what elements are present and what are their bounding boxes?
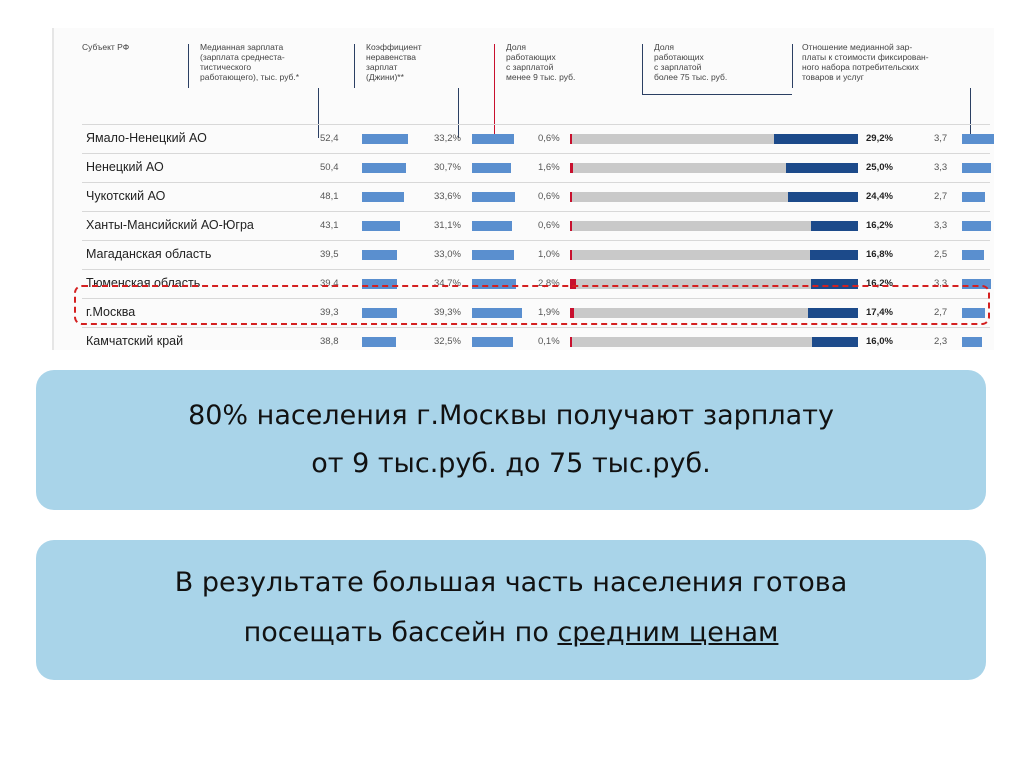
header-rule bbox=[642, 94, 792, 95]
ratio-value: 2,7 bbox=[934, 191, 948, 202]
callout-line bbox=[36, 608, 986, 658]
ratio-bar bbox=[962, 134, 994, 144]
median-salary-bar bbox=[362, 192, 404, 202]
ratio-value: 3,7 bbox=[934, 133, 948, 144]
gini-bar bbox=[472, 221, 512, 231]
table-row bbox=[82, 124, 990, 153]
header-median-salary: Медианная зарплата (зарплата среднеста- тистического работающего), тыс. руб.* bbox=[200, 42, 300, 82]
ratio-bar bbox=[962, 221, 991, 231]
gini-bar bbox=[472, 337, 513, 347]
share-above-75-value: 16,2% bbox=[866, 278, 893, 289]
share-above-75-value: 16,8% bbox=[866, 249, 893, 260]
header-rule bbox=[494, 44, 495, 88]
header-ratio-basket: Отношение медианной зар- платы к стоимости фиксирован- ного набора потребительских товаров и услуг bbox=[802, 42, 929, 82]
ratio-value: 3,3 bbox=[934, 278, 948, 289]
callout-line: 80% населения г.Москвы получают зарплату bbox=[188, 400, 834, 431]
gini-value: 33,6% bbox=[434, 191, 461, 202]
region-name: Ямало-Ненецкий АО bbox=[86, 131, 207, 145]
share-below-9-bar bbox=[570, 250, 572, 260]
share-below-9-value: 2,8% bbox=[538, 278, 560, 289]
region-name: Ненецкий АО bbox=[86, 160, 164, 174]
median-salary-value: 52,4 bbox=[320, 133, 339, 144]
header-share-above-75: Доля работающих с зарплатой более 75 тыс. руб. bbox=[654, 42, 728, 82]
share-above-75-bar bbox=[774, 134, 858, 144]
gini-bar bbox=[472, 134, 514, 144]
header-share-below-9: Доля работающих с зарплатой менее 9 тыс. руб. bbox=[506, 42, 576, 82]
share-below-9-value: 1,9% bbox=[538, 307, 560, 318]
gini-value: 32,5% bbox=[434, 336, 461, 347]
share-below-9-bar bbox=[570, 192, 572, 202]
median-salary-value: 39,5 bbox=[320, 249, 339, 260]
callout-line: от 9 тыс.руб. до 75 тыс.руб. bbox=[311, 448, 711, 479]
region-name: Тюменская область bbox=[86, 276, 201, 290]
share-above-75-bar bbox=[812, 337, 858, 347]
median-salary-value: 50,4 bbox=[320, 162, 339, 173]
median-salary-bar bbox=[362, 221, 400, 231]
share-above-75-value: 16,2% bbox=[866, 220, 893, 231]
share-above-75-value: 29,2% bbox=[866, 133, 893, 144]
moscow-row-highlight bbox=[74, 285, 990, 325]
ratio-bar bbox=[962, 250, 984, 260]
ratio-value: 2,5 bbox=[934, 249, 948, 260]
share-below-9-value: 1,0% bbox=[538, 249, 560, 260]
median-salary-value: 39,4 bbox=[320, 278, 339, 289]
ratio-bar bbox=[962, 337, 982, 347]
median-salary-value: 39,3 bbox=[320, 307, 339, 318]
share-below-9-value: 0,6% bbox=[538, 220, 560, 231]
table-row bbox=[82, 327, 990, 356]
callout-conclusion bbox=[36, 540, 986, 680]
region-name: Ханты-Мансийский АО-Югра bbox=[86, 218, 254, 232]
header-rule bbox=[642, 44, 643, 94]
header-rule bbox=[188, 44, 189, 88]
share-above-75-value: 16,0% bbox=[866, 336, 893, 347]
header-region: Субъект РФ bbox=[82, 42, 130, 52]
gini-bar bbox=[472, 163, 511, 173]
gini-value: 30,7% bbox=[434, 162, 461, 173]
callout-salary-range bbox=[36, 370, 986, 510]
median-salary-value: 48,1 bbox=[320, 191, 339, 202]
ratio-bar bbox=[962, 163, 991, 173]
gini-value: 31,1% bbox=[434, 220, 461, 231]
callout-text: посещать бассейн по bbox=[243, 617, 558, 648]
gini-value: 34,7% bbox=[434, 278, 461, 289]
region-name: Камчатский край bbox=[86, 334, 184, 348]
share-below-9-bar bbox=[570, 163, 573, 173]
share-above-75-bar bbox=[788, 192, 858, 202]
gini-value: 33,0% bbox=[434, 249, 461, 260]
share-above-75-bar bbox=[786, 163, 858, 173]
median-salary-bar bbox=[362, 163, 406, 173]
share-below-9-bar bbox=[570, 134, 572, 144]
share-above-75-value: 24,4% bbox=[866, 191, 893, 202]
ratio-value: 3,3 bbox=[934, 220, 948, 231]
ratio-value: 2,3 bbox=[934, 336, 948, 347]
share-below-9-bar bbox=[570, 221, 572, 231]
share-below-9-bar bbox=[570, 337, 572, 347]
callout-line: В результате большая часть населения готова bbox=[174, 567, 848, 598]
header-gini: Коэффициент неравенства зарплат (Джини)** bbox=[366, 42, 422, 82]
share-above-75-bar bbox=[811, 221, 858, 231]
table-row bbox=[82, 182, 990, 211]
share-above-75-bar bbox=[810, 250, 858, 260]
ratio-value: 2,7 bbox=[934, 307, 948, 318]
gini-value: 33,2% bbox=[434, 133, 461, 144]
median-salary-bar bbox=[362, 250, 397, 260]
share-below-9-value: 1,6% bbox=[538, 162, 560, 173]
share-above-75-value: 25,0% bbox=[866, 162, 893, 173]
ratio-value: 3,3 bbox=[934, 162, 948, 173]
median-salary-bar bbox=[362, 337, 396, 347]
share-below-9-value: 0,1% bbox=[538, 336, 560, 347]
gini-value: 39,3% bbox=[434, 307, 461, 318]
share-above-75-value: 17,4% bbox=[866, 307, 893, 318]
median-salary-value: 38,8 bbox=[320, 336, 339, 347]
callout-emphasis: средним ценам bbox=[557, 617, 779, 648]
header-rule bbox=[792, 44, 793, 88]
region-name: г.Москва bbox=[86, 305, 136, 319]
table-row bbox=[82, 240, 990, 269]
header-rule bbox=[354, 44, 355, 88]
table-row bbox=[82, 153, 990, 182]
share-below-9-value: 0,6% bbox=[538, 133, 560, 144]
median-salary-value: 43,1 bbox=[320, 220, 339, 231]
gini-bar bbox=[472, 250, 514, 260]
share-below-9-value: 0,6% bbox=[538, 191, 560, 202]
table-row bbox=[82, 211, 990, 240]
region-name: Чукотский АО bbox=[86, 189, 166, 203]
ratio-bar bbox=[962, 192, 985, 202]
median-salary-bar bbox=[362, 134, 408, 144]
gini-bar bbox=[472, 192, 515, 202]
region-name: Магаданская область bbox=[86, 247, 212, 261]
